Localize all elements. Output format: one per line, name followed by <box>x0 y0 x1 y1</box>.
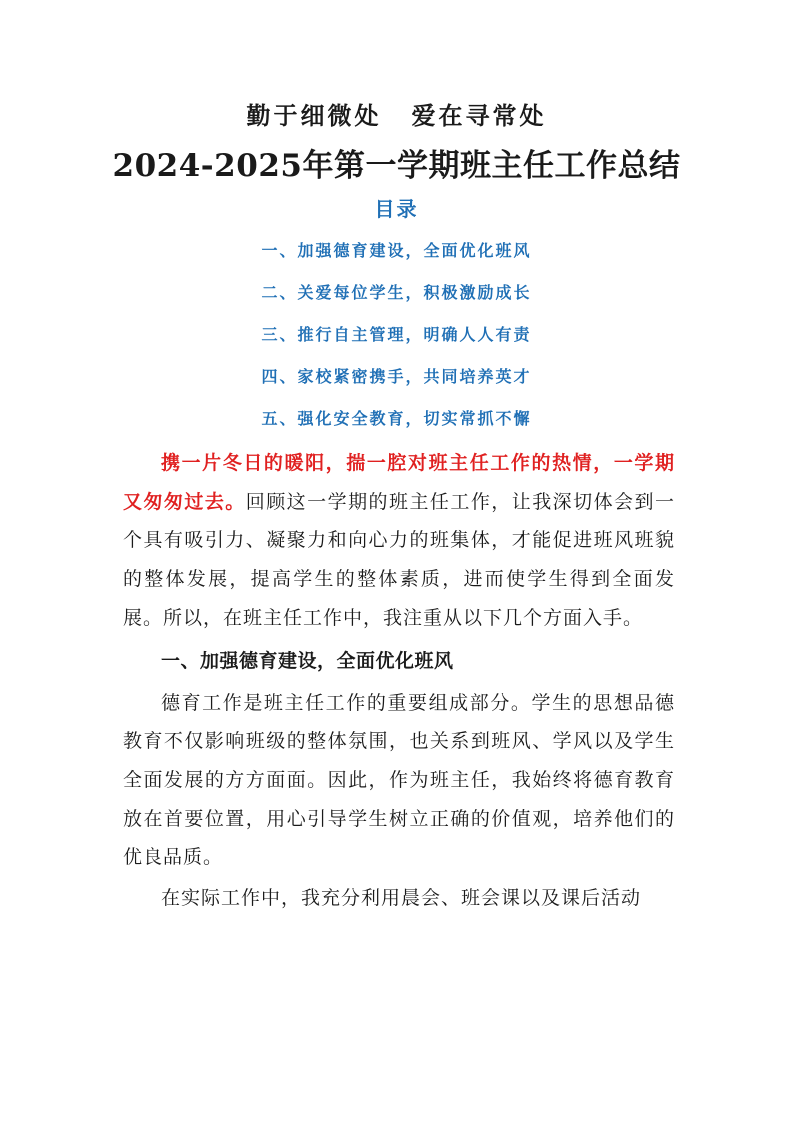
toc-item-1[interactable]: 一、加强德育建设，全面优化班风 <box>261 241 532 260</box>
toc-heading: 目录 <box>374 197 419 221</box>
toc-item-5[interactable]: 五、强化安全教育，切实常抓不懈 <box>261 409 532 428</box>
document-title: 2024-2025年第一学期班主任工作总结 <box>112 148 681 184</box>
toc-item-3[interactable]: 三、推行自主管理，明确人人有责 <box>261 325 532 344</box>
toc-item-4[interactable]: 四、家校紧密携手，共同培养英才 <box>261 367 532 386</box>
section-1-paragraph-1: 德育工作是班主任工作的重要组成部分。学生的思想品德教育不仅影响班级的整体氛围，也关系到班风、学风以及学生全面发展的方方面面。因此，作为班主任，我始终将德育教育放在首要位置，用心引导学生树立正确的价值观，培养他们的优良品质。 <box>123 691 675 869</box>
document-subtitle <box>0 96 793 131</box>
table-of-contents <box>0 237 793 447</box>
section-1-heading: 一、加强德育建设，全面优化班风 <box>161 649 454 672</box>
section-1-paragraph-2: 在实际工作中，我充分利用晨会、班会课以及课后活动 <box>161 887 642 910</box>
subtitle-right: 爱在寻常处 <box>411 101 547 130</box>
document-body <box>123 444 675 920</box>
intro-text: 回顾这一学期的班主任工作，让我深切体会到一个具有吸引力、凝聚力和向心力的班集体，才能促进班风班貌的整体发展，提高学生的整体素质，进而使学生得到全面发展。所以，在班主任工作中，我注重从以下几个方面入手。 <box>123 490 675 629</box>
toc-item-2[interactable]: 二、关爱每位学生，积极激励成长 <box>261 283 532 302</box>
intro-paragraph <box>123 444 675 638</box>
intro-highlight: 携一片冬日的暖阳，揣一腔对班主任工作的热情，一学期又匆匆过去。 <box>123 452 675 513</box>
subtitle-left: 勤于细微处 <box>246 101 382 130</box>
